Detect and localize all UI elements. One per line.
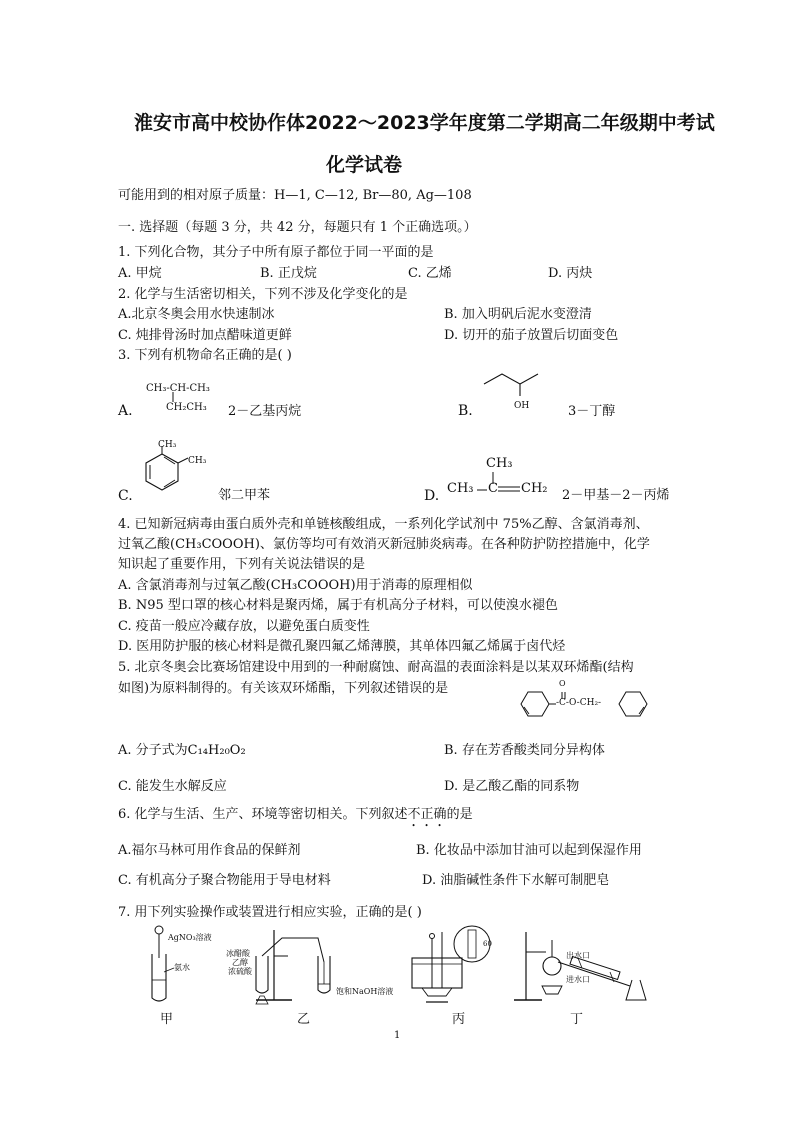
q3-b-oh: OH (514, 401, 530, 411)
q3-d-ch3-left: CH₃ (447, 481, 474, 496)
q3-option-b-name: 3－丁醇 (568, 404, 616, 419)
q3-c-ch3-right: CH₃ (188, 456, 207, 466)
bing-thermometer-reading: 60 (483, 940, 492, 948)
q1-option-a: A. 甲烷 (118, 266, 162, 281)
q6-option-a: A.福尔马林可用作食品的保鲜剂 (118, 843, 301, 858)
q5-line1: 5. 北京冬奥会比赛场馆建设中用到的一种耐腐蚀、耐高温的表面涂料是以某双环烯酯(结构 (118, 660, 634, 675)
q6-stem-pre: 6. 化学与生活、生产、环境等密切相关。下列叙述 (118, 807, 408, 822)
page-number: 1 (394, 1030, 401, 1041)
q1-stem: 1. 下列化合物，其分子中所有原子都位于同一平面的是 (118, 245, 434, 260)
q3-a-bond (170, 392, 176, 402)
q5-line2: 如图)为原料制得的。有关该双环烯酯，下列叙述错误的是 (118, 681, 449, 696)
ding-inlet-label: 进水口 (566, 975, 590, 984)
yi-sulfuric-label: 浓硫酸 (228, 967, 252, 976)
q3-option-c-name: 邻二甲苯 (218, 488, 271, 503)
exam-title: 淮安市高中校协作体2022～2023学年度第二学期高二年级期中考试 (134, 112, 715, 134)
apparatus-bing (406, 924, 500, 1010)
q3-a-structure-line2: CH₂CH₃ (166, 402, 207, 413)
q6-stem-emphasis: 不正确 (407, 807, 447, 822)
q5-option-d: D. 是乙酸乙酯的同系物 (444, 779, 580, 794)
q3-c-benzene-structure (138, 440, 218, 500)
q3-d-ch3-top: CH₃ (486, 456, 513, 471)
q3-option-c-label: C. (118, 488, 133, 504)
jia-agno3-label: AgNO₃溶液 (168, 933, 212, 942)
q7-stem: 7. 用下列实验操作或装置进行相应实验，正确的是( ) (118, 905, 422, 920)
q4-line3: 知识起了重要作用，下列有关说法错误的是 (118, 557, 366, 572)
q2-option-b: B. 加入明矾后泥水变澄清 (444, 307, 592, 322)
q3-a-structure-line1: CH₃-CH-CH₃ (146, 383, 210, 394)
q3-option-b-label: B. (458, 403, 473, 419)
q3-option-d-name: 2－甲基－2－丙烯 (562, 488, 670, 503)
label-bing: 丙 (452, 1012, 466, 1027)
q6-stem (118, 807, 473, 830)
q2-option-d: D. 切开的茄子放置后切面变色 (444, 328, 619, 343)
ding-outlet-label: 出水口 (566, 951, 590, 960)
q4-line2: 过氧乙酸(CH₃COOOH)、氯仿等均可有效消灭新冠肺炎病毒。在各种防护防控措施中，化学 (118, 537, 650, 552)
q3-stem: 3. 下列有机物命名正确的是( ) (118, 348, 292, 363)
q3-option-a-name: 2－乙基丙烷 (228, 404, 302, 419)
q5-ester-chain: -C-O-CH₂- (556, 698, 602, 708)
q5-option-a: A. 分子式为C₁₄H₂₀O₂ (118, 743, 246, 758)
q6-stem-post: 的是 (446, 807, 473, 822)
q3-d-single-bond (477, 487, 487, 493)
jia-ammonia-label: 氨水 (174, 963, 190, 972)
label-yi: 乙 (297, 1012, 311, 1027)
q3-option-a-label: A. (118, 403, 133, 419)
q3-d-ch2: CH₂ (521, 481, 548, 496)
q1-option-d: D. 丙炔 (548, 266, 593, 281)
q2-stem: 2. 化学与生活密切相关，下列不涉及化学变化的是 (118, 287, 408, 302)
q2-option-c: C. 炖排骨汤时加点醋味道更鲜 (118, 328, 292, 343)
label-jia: 甲 (160, 1012, 174, 1027)
yi-ethanol-label: 乙醇 (232, 958, 248, 967)
q2-option-a: A.北京冬奥会用水快速制冰 (118, 307, 275, 322)
q5-ester-o-top: O (559, 679, 566, 688)
q4-line1: 4. 已知新冠病毒由蛋白质外壳和单链核酸组成，一系列化学试剂中 75%乙醇、含氯消毒剂、 (118, 517, 649, 532)
q4-option-c: C. 疫苗一般应冷藏存放，以避免蛋白质变性 (118, 619, 370, 634)
q4-option-a: A. 含氯消毒剂与过氧乙酸(CH₃COOOH)用于消毒的原理相似 (118, 578, 473, 593)
q3-d-c: C (488, 481, 498, 496)
apparatus-ding (512, 928, 662, 1010)
q4-option-d: D. 医用防护服的核心材料是微孔聚四氟乙烯薄膜，其单体四氟乙烯属于卤代烃 (118, 639, 566, 654)
q3-d-double-bond (498, 485, 520, 493)
q4-option-b: B. N95 型口罩的核心材料是聚丙烯，属于有机高分子材料，可以使溴水褪色 (118, 598, 558, 613)
q5-option-c: C. 能发生水解反应 (118, 779, 227, 794)
q6-option-d: D. 油脂碱性条件下水解可制肥皂 (422, 873, 610, 888)
q1-option-c: C. 乙烯 (408, 266, 452, 281)
q5-option-b: B. 存在芳香酸类同分异构体 (444, 743, 605, 758)
section-heading: 一. 选择题（每题 3 分，共 42 分，每题只有 1 个正确选项。） (118, 220, 477, 235)
q3-option-d-label: D. (424, 488, 440, 504)
q1-option-b: B. 正戊烷 (260, 266, 317, 281)
q6-option-b: B. 化妆品中添加甘油可以起到保湿作用 (416, 843, 642, 858)
exam-subtitle: 化学试卷 (326, 154, 403, 176)
q3-c-ch3-top: CH₃ (158, 440, 177, 450)
atomic-masses: 可能用到的相对原子质量：H—1, C—12, Br—80, Ag—108 (118, 188, 472, 203)
q6-option-c: C. 有机高分子聚合物能用于导电材料 (118, 873, 331, 888)
yi-acid-label: 冰醋酸 (226, 949, 250, 958)
label-ding: 丁 (570, 1012, 584, 1027)
yi-naoh-label: 饱和NaOH溶液 (336, 987, 394, 996)
